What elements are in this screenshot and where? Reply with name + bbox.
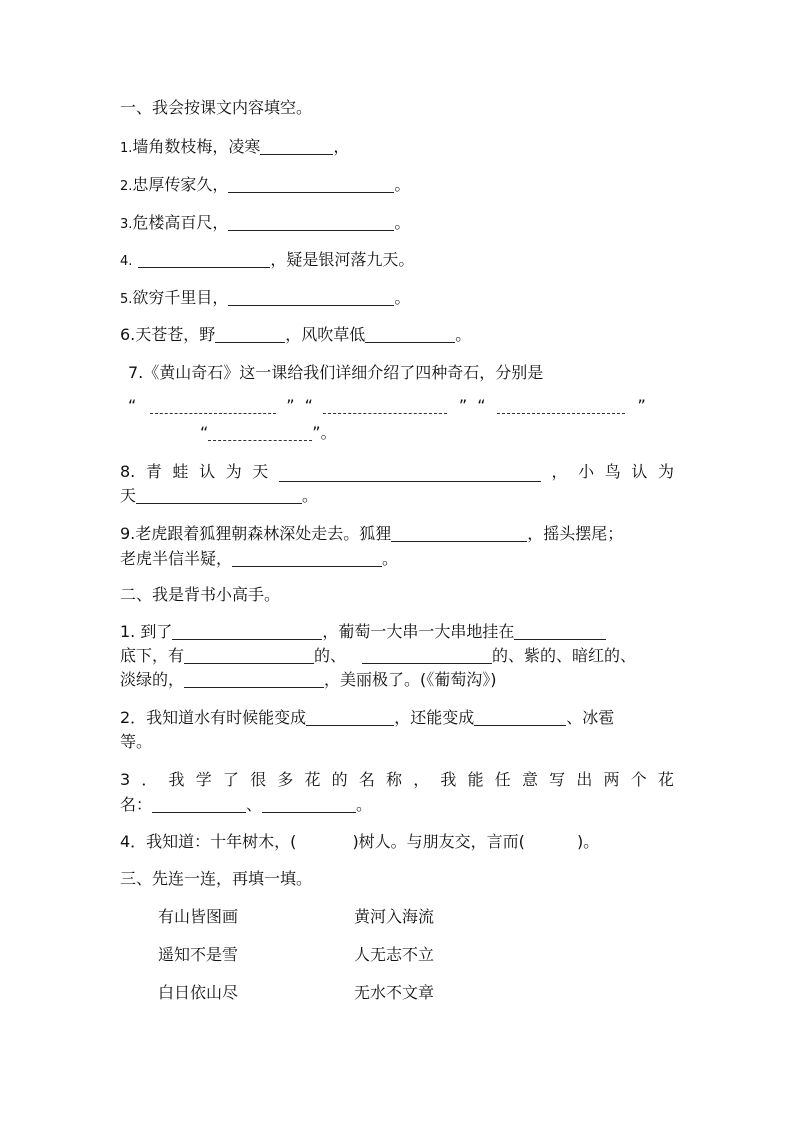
poem-left-3[interactable]: 白日依山尽 [158, 983, 239, 1002]
poem-right-3[interactable]: 无水不文章 [354, 983, 435, 1002]
question-1-7-last: “ ”。 [200, 423, 337, 442]
question-2-3-line1: 3 ． 我 学 了 很 多 花 的 名 称 ， 我 能 任 意 写 出 两 个 花 [120, 770, 674, 789]
answer-blank[interactable] [323, 397, 447, 414]
answer-blank[interactable] [228, 176, 394, 193]
poem-right-2[interactable]: 人无志不立 [354, 945, 435, 964]
answer-blank[interactable] [306, 709, 394, 726]
section3-title: 三、先连一连，再填一填。 [120, 869, 313, 888]
answer-blank[interactable] [172, 623, 322, 640]
answer-blank[interactable] [262, 796, 356, 813]
answer-blank[interactable] [365, 326, 455, 343]
question-2-2-line1: 2．我知道水有时候能变成 ，还能变成 、冰雹 [120, 708, 615, 727]
question-1-7-blanks: “ ” “ ” “ ” [128, 396, 646, 415]
question-2-2-line2: 等。 [120, 732, 153, 751]
answer-blank[interactable] [184, 671, 324, 688]
section1-title: 一、我会按课文内容填空。 [120, 98, 313, 117]
question-2-1-line3: 淡绿的， ，美丽极了。(《葡萄沟》) [120, 670, 497, 689]
question-1-9-line2: 老虎半信半疑， 。 [120, 549, 399, 568]
answer-blank[interactable] [474, 709, 566, 726]
question-1-9-line1: 9.老虎跟着狐狸朝森林深处走去。狐狸 ，摇头摆尾； [120, 524, 624, 543]
answer-blank[interactable] [260, 138, 333, 155]
answer-blank[interactable] [279, 465, 541, 482]
answer-blank[interactable] [138, 251, 270, 268]
poem-right-1[interactable]: 黄河入海流 [354, 907, 435, 926]
question-1-7: 7.《黄山奇石》这一课给我们详细介绍了四种奇石，分别是 [128, 363, 544, 382]
question-1-8-line1: 8. 青 蛙 认 为 天 ， 小 鸟 认 为 [120, 462, 674, 481]
question-1-5: 5.欲穷千里目， 。 [120, 288, 411, 307]
answer-blank[interactable] [228, 214, 394, 231]
answer-blank[interactable] [362, 647, 492, 664]
question-2-1-line1: 1. 到了 ，葡萄一大串一大串地挂在 [120, 622, 606, 642]
answer-blank[interactable] [184, 647, 314, 664]
question-1-4: 4. ，疑是银河落九天。 [120, 250, 415, 269]
question-2-4: 4．我知道：十年树木，( )树人。与朋友交，言而( )。 [120, 832, 600, 851]
answer-blank[interactable] [215, 326, 285, 343]
answer-blank[interactable] [514, 623, 606, 640]
answer-blank[interactable] [497, 397, 625, 414]
question-1-8-line2: 天 。 [120, 486, 319, 505]
poem-left-1[interactable]: 有山皆图画 [158, 907, 239, 926]
question-1-2: 2.忠厚传家久， 。 [120, 175, 411, 194]
answer-blank[interactable] [136, 487, 302, 504]
question-2-3-line2: 名： 、 。 [120, 795, 373, 814]
answer-blank[interactable] [232, 550, 382, 567]
section2-title: 二、我是背书小高手。 [120, 585, 281, 604]
question-1-3: 3.危楼高百尺， 。 [120, 213, 411, 232]
answer-blank[interactable] [152, 796, 246, 813]
question-1-1: 1.墙角数枝梅，凌寒 ， [120, 137, 350, 156]
answer-blank[interactable] [150, 397, 276, 414]
poem-left-2[interactable]: 遥知不是雪 [158, 945, 239, 964]
answer-blank[interactable] [228, 289, 394, 306]
answer-blank[interactable] [391, 525, 527, 542]
question-2-1-line2: 底下，有 的、 的、紫的、暗红的、 [120, 646, 637, 665]
answer-blank[interactable] [208, 424, 312, 441]
question-1-6: 6.天苍苍，野 ，风吹草低 。 [120, 325, 472, 344]
